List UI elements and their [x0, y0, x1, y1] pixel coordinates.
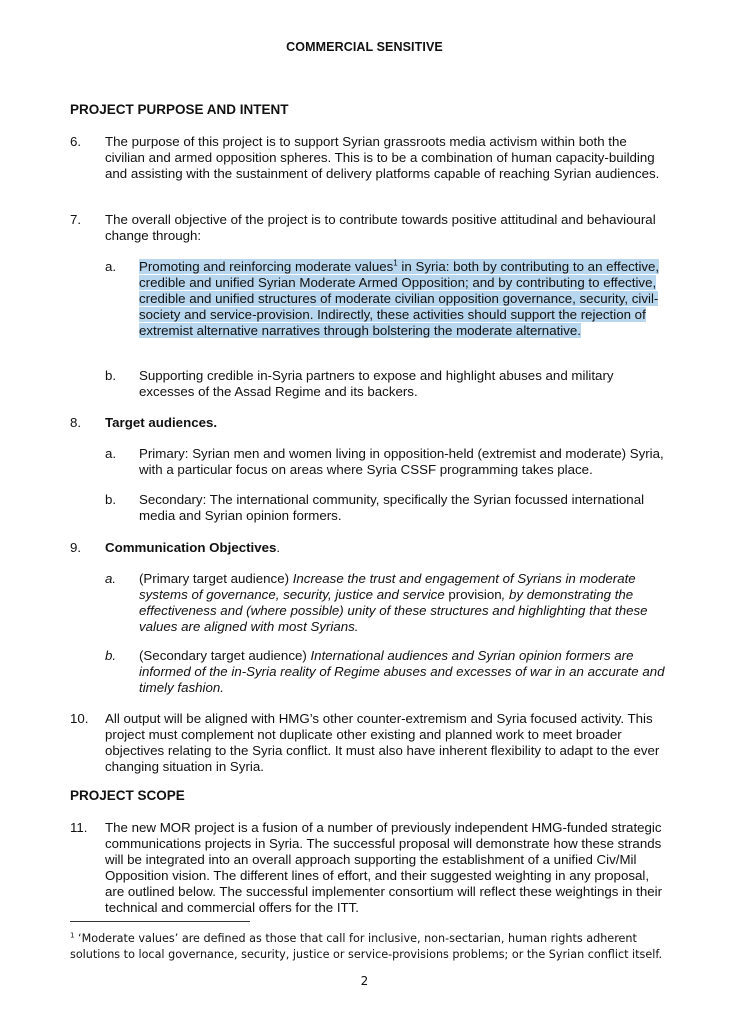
paragraph-number: 7. — [70, 212, 82, 227]
highlighted-text[interactable] — [139, 259, 665, 339]
paragraph-text: The overall objective of the project is to contribute towards positive attitudinal and behavioural change through: — [105, 212, 656, 243]
footnote-mark: 1 — [70, 931, 75, 940]
item-text: Supporting credible in-Syria partners to expose and highlight abuses and military excesses of the Assad Regime and its backers. — [139, 368, 614, 399]
paragraph-number: 10. — [70, 711, 89, 726]
paragraph-number: 9. — [70, 540, 82, 555]
item-text: Primary: Syrian men and women living in opposition-held (extremist and moderate) Syria, with a particular focus on areas where Syria CSSF programming takes place. — [139, 446, 664, 477]
paragraph-number: 8. — [70, 415, 82, 430]
paragraph-title: Target audiences. — [105, 415, 218, 430]
item-letter: a. — [105, 446, 117, 461]
objective-text: Increase the trust and engagement of Syrians in moderate systems of governance, security, justice and service — [139, 571, 636, 602]
item-text — [139, 648, 665, 696]
item-letter: b. — [105, 368, 117, 383]
audience-prefix: (Primary target audience) — [139, 571, 293, 586]
audience-prefix: (Secondary target audience) — [139, 648, 311, 663]
paragraph-title — [105, 540, 668, 556]
item-letter: b. — [105, 492, 117, 507]
paragraph-title-text: Communication Objectives — [105, 540, 277, 555]
paragraph-number: 6. — [70, 134, 82, 149]
item-text-part2: in Syria: both by contributing to an effective, credible and unified Syrian Moderate Armed Opposition; and by contributing to effective, credible and unified structures of moderate civilian opposition governance, security, civil-society and service-provision. Indirectly, these activities should support the rejection of extremist alternative narratives through bolstering the moderate alternative. — [139, 259, 660, 338]
paragraph-title-period: . — [276, 540, 281, 555]
footnote-divider — [70, 921, 250, 922]
objective-text: International audiences and Syrian opinion formers are informed of the in-Syria reality of Regime abuses and excesses of war in an accurate and timely fashion. — [139, 648, 665, 695]
item-text — [139, 571, 665, 635]
item-letter: b. — [105, 648, 117, 663]
footnote — [70, 931, 670, 963]
classification-header: COMMERCIAL SENSITIVE — [286, 40, 443, 54]
page-number: 2 — [360, 974, 369, 988]
paragraph-text: The purpose of this project is to support Syrian grassroots media activism within both the civilian and armed opposition spheres. This is to be a combination of human capacity-building and assisting with the sustainment of delivery platforms capable of reaching Syrian audiences. — [105, 134, 660, 181]
item-letter: a. — [105, 571, 117, 586]
paragraph-text: The new MOR project is a fusion of a number of previously independent HMG-funded strategic communications projects in Syria. The successful proposal will demonstrate how these strands will be integrated into an overall approach supporting the establishment of a unified Civ/Mil Opposition vision. The different lines of effort, and their suggested weighting in any proposal, are outlined below. The successful implementer consortium will reflect these weightings in their technical and commercial offers for the ITT. — [105, 820, 663, 915]
footnote-ref[interactable]: 1 — [393, 258, 398, 268]
section-title-purpose: PROJECT PURPOSE AND INTENT — [70, 102, 289, 117]
paragraph-text: All output will be aligned with HMG’s other counter-extremism and Syria focused activity. This project must complement not duplicate other existing and planned work to meet broader objectives relating to the Syria conflict. It must also have inherent flexibility to adapt to the ever changing situation in Syria. — [105, 711, 660, 774]
objective-text-cont: , by demonstrating the effectiveness and (where possible) unity of these structures and highlighting that these values are aligned with most Syrians. — [139, 587, 648, 634]
item-letter: a. — [105, 259, 117, 274]
section-title-scope: PROJECT SCOPE — [70, 788, 185, 803]
paragraph-number: 11. — [70, 820, 88, 835]
footnote-text: ‘Moderate values’ are defined as those that call for inclusive, non-sectarian, human rights adherent solutions to local governance, security, justice or service-provisions problems; or the Syrian conflict itself. — [70, 932, 663, 961]
item-text: Secondary: The international community, specifically the Syrian focussed international media and Syrian opinion formers. — [139, 492, 645, 523]
objective-plain: provision — [444, 587, 502, 602]
item-text-part1: Promoting and reinforcing moderate values — [139, 259, 394, 274]
